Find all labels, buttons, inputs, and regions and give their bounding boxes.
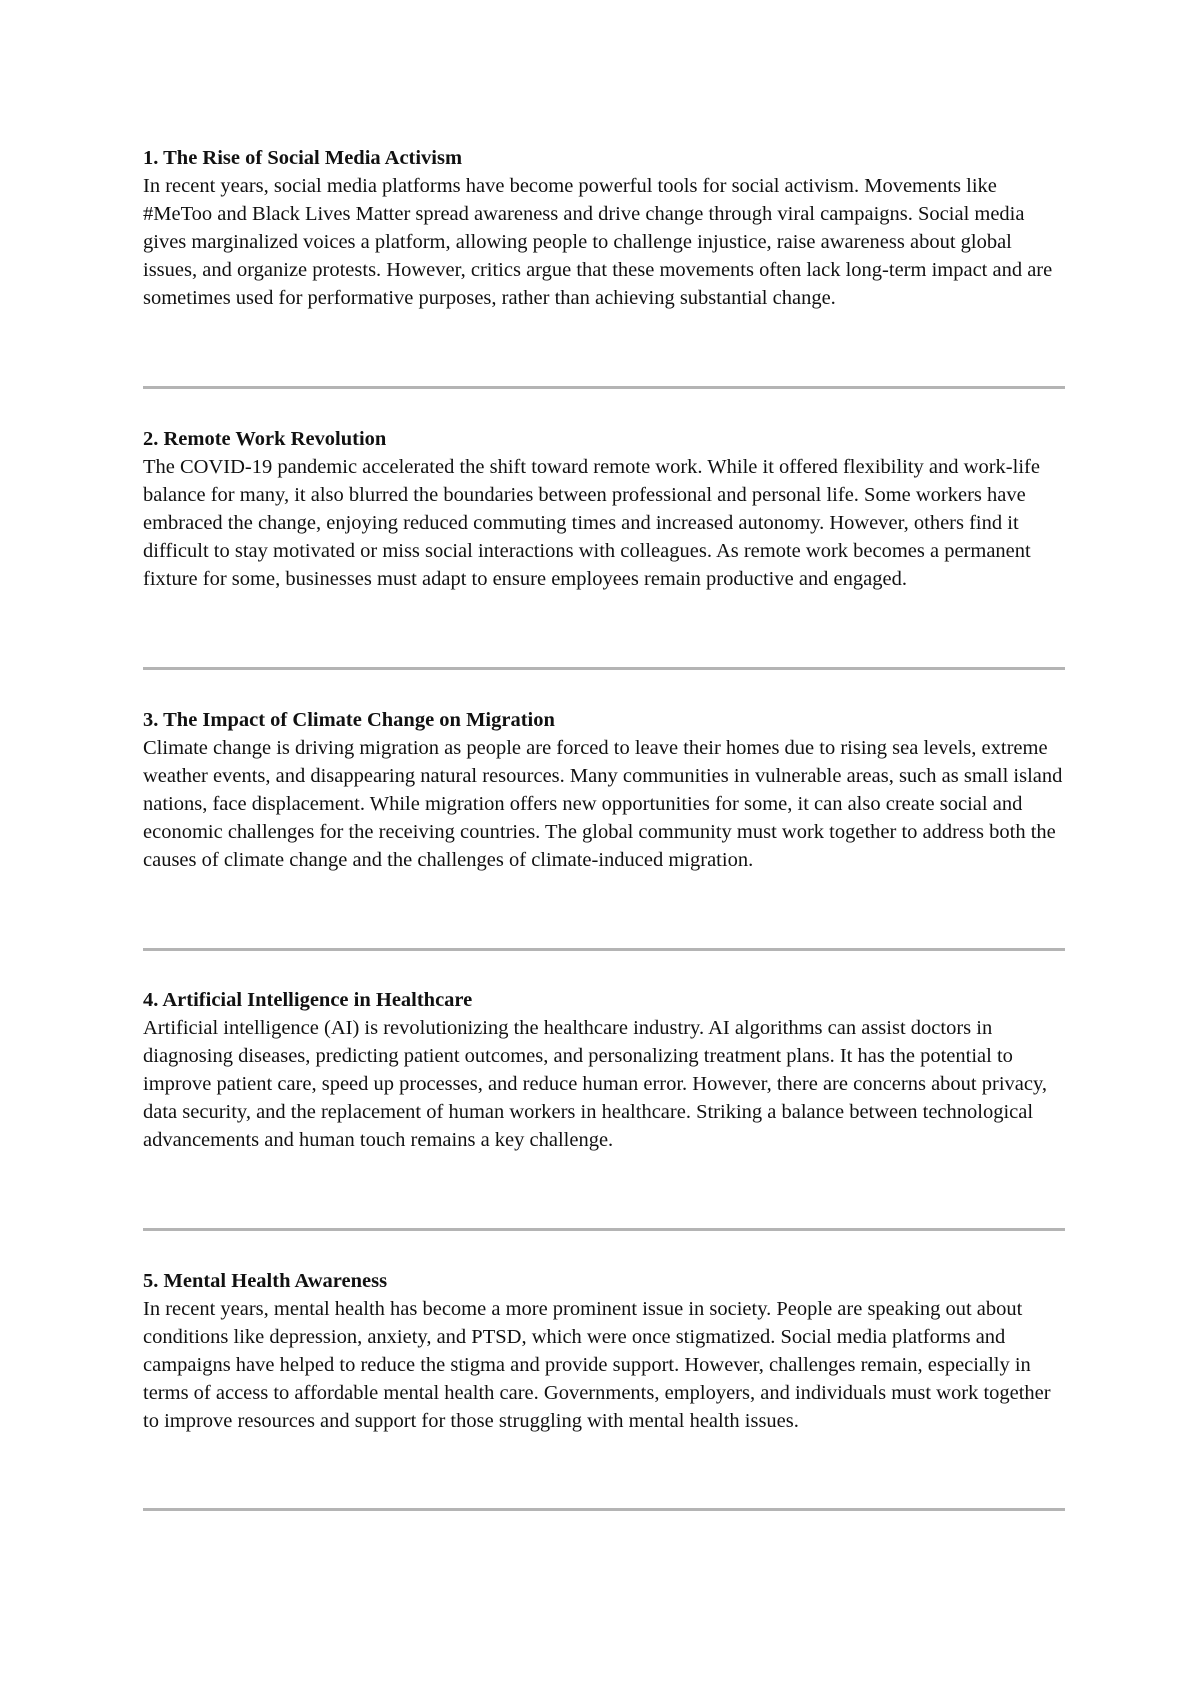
section-divider — [143, 948, 1065, 951]
section-paragraph: In recent years, mental health has become a more prominent issue in society. People are speaking out about conditions like depression, anxiety, and PTSD, which were once stigmatized. Social media platforms and campaigns have helped to reduce the stigma and provide support. However, challenges remain, especially in terms of access to affordable mental health care. Governments, employers, and individuals must work together to improve resources and support for those struggling with mental health issues. — [143, 1298, 1051, 1432]
article-section — [143, 425, 1065, 593]
section-divider — [143, 1228, 1065, 1231]
section-paragraph: In recent years, social media platforms have become powerful tools for social activism. Movements like #MeToo and Black Lives Matter spread awareness and drive change through viral campaigns. Social media gives marginalized voices a platform, allowing people to challenge injustice, raise awareness about global issues, and organize protests. However, critics argue that these movements often lack long-term impact and are sometimes used for performative purposes, rather than achieving substantial change. — [143, 175, 1053, 309]
article-section — [143, 1267, 1065, 1435]
section-heading: 4. Artificial Intelligence in Healthcare — [143, 989, 473, 1011]
section-heading: 1. The Rise of Social Media Activism — [143, 147, 463, 169]
section-paragraph: Climate change is driving migration as people are forced to leave their homes due to rising sea levels, extreme weather events, and disappearing natural resources. Many communities in vulnerable areas, such as small island nations, face displacement. While migration offers new opportunities for some, it can also create social and economic challenges for the receiving countries. The global community must work together to address both the causes of climate change and the challenges of climate-induced migration. — [143, 737, 1063, 871]
section-paragraph: The COVID-19 pandemic accelerated the shift toward remote work. While it offered flexibility and work-life balance for many, it also blurred the boundaries between professional and personal life. Some workers have embraced the change, enjoying reduced commuting times and increased autonomy. However, others find it difficult to stay motivated or miss social interactions with colleagues. As remote work becomes a permanent fixture for some, businesses must adapt to ensure employees remain productive and engaged. — [143, 456, 1040, 590]
section-heading: 5. Mental Health Awareness — [143, 1270, 388, 1292]
section-divider — [143, 386, 1065, 389]
section-divider — [143, 1508, 1065, 1511]
section-heading: 3. The Impact of Climate Change on Migration — [143, 709, 555, 731]
article-section — [143, 706, 1065, 874]
article-section — [143, 144, 1065, 312]
section-divider — [143, 667, 1065, 670]
section-paragraph: Artificial intelligence (AI) is revolutionizing the healthcare industry. AI algorithms can assist doctors in diagnosing diseases, predicting patient outcomes, and personalizing treatment plans. It has the potential to improve patient care, speed up processes, and reduce human error. However, there are concerns about privacy, data security, and the replacement of human workers in healthcare. Striking a balance between technological advancements and human touch remains a key challenge. — [143, 1017, 1048, 1151]
section-heading: 2. Remote Work Revolution — [143, 428, 387, 450]
article-section — [143, 986, 1065, 1154]
